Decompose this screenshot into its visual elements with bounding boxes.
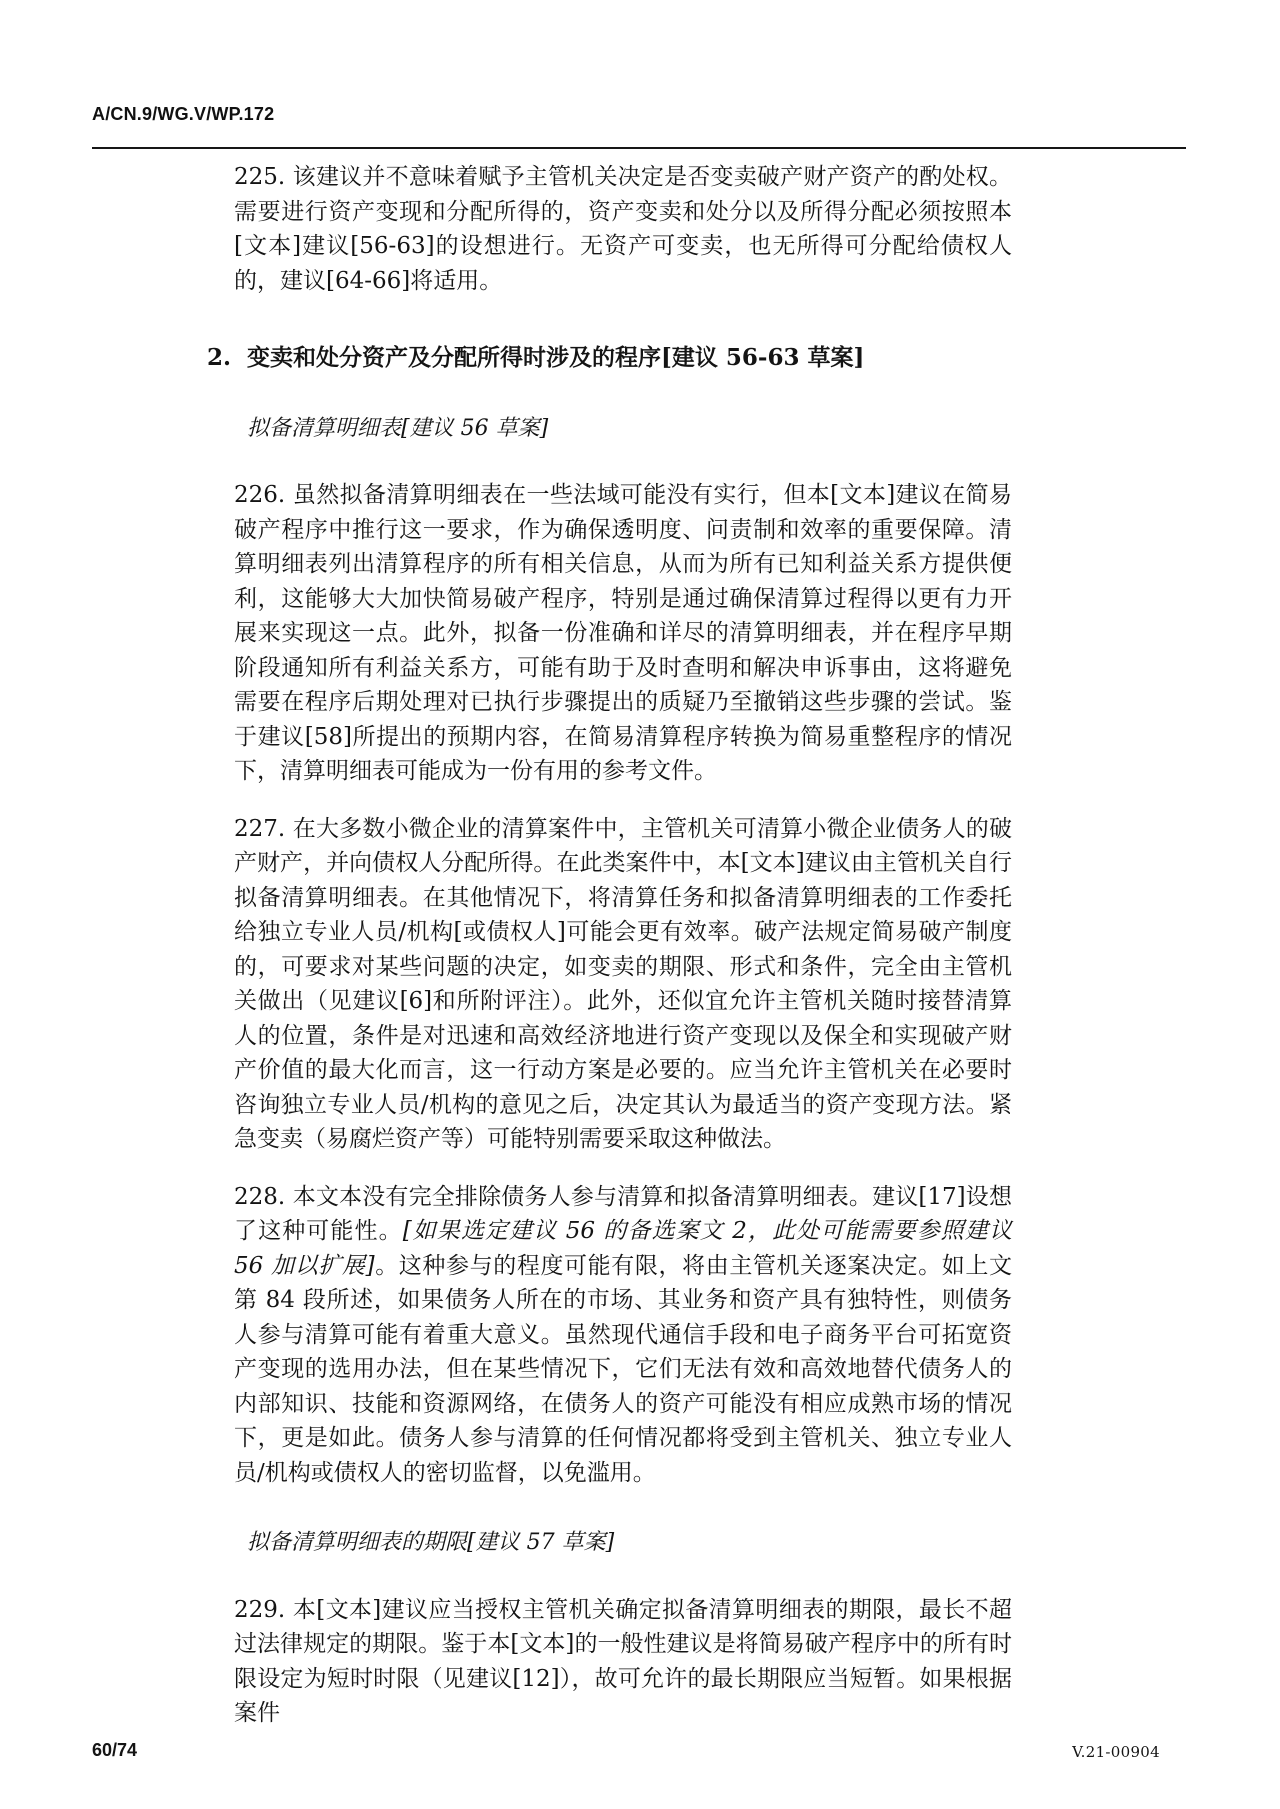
paragraph-229: 229. 本[文本]建议应当授权主管机关确定拟备清算明细表的期限，最长不超过法律规定的期限。鉴于本[文本]的一般性建议是将简易破产程序中的所有时限设定为短时时限（见建议[12]），故可允许的最长期限应当短暂。如果根据案件 <box>234 1596 1012 1726</box>
paragraph-228-bracketed-note: [如果选定建议 56 的备选案文 2，此处可能需要参照建议 56 加以扩展] <box>234 1218 1013 1279</box>
section-heading <box>207 341 1012 376</box>
paragraph-227: 227. 在大多数小微企业的清算案件中，主管机关可清算小微企业债务人的破产财产，并向债权人分配所得。在此类案件中，本[文本]建议由主管机关自行拟备清算明细表。在其他情况下，将清算任务和拟备清算明细表的工作委托给独立专业人员/机构[或债权人]可能会更有效率。破产法规定简易破产制度的，可要求对某些问题的决定，如变卖的期限、形式和条件，完全由主管机关做出（见建议[6]和所附评注）。此外，还似宜允许主管机关随时接替清算人的位置，条件是对迅速和高效经济地进行资产变现以及保全和实现破产财产价值的最大化而言，这一行动方案是必要的。应当允许主管机关在必要时咨询独立专业人员/机构的意见之后，决定其认为最适当的资产变现方法。紧急变卖（易腐烂资产等）可能特别需要采取这种做法。 <box>234 815 1012 1152</box>
subheading-recommendation-57: 拟备清算明细表的期限[建议 57 草案] <box>247 1530 615 1555</box>
page-number: 60/74 <box>92 1740 138 1760</box>
subheading-recommendation-56: 拟备清算明细表[建议 56 草案] <box>247 415 549 441</box>
page-header <box>92 104 1186 149</box>
paragraph-228-text: 228. 本文本没有完全排除债务人参与清算和拟备清算明细表。建议[17]设想了这种可能性。 <box>234 1183 1012 1244</box>
paragraph-228 <box>234 1180 1012 1491</box>
document-body <box>207 160 1013 1754</box>
paragraph-228-text-continued: 。这种参与的程度可能有限，将由主管机关逐案决定。如上文第 84 段所述，如果债务人所在的市场、其业务和资产具有独特性，则债务人参与清算可能有着重大意义。虽然现代通信手段和电子商务平台可拓宽资产变现的选用办法，但在某些情况下，它们无法有效和高效地替代债务人的内部知识、技能和资源网络，在债务人的资产可能没有相应成熟市场的情况下，更是如此。债务人参与清算的任何情况都将受到主管机关、独立专业人员/机构或债权人的密切监督，以免滥用。 <box>234 1252 1012 1486</box>
document-code: V.21-00904 <box>1072 1743 1160 1761</box>
section-heading-number: 2. <box>207 344 232 371</box>
section-heading-title: 变卖和处分资产及分配所得时涉及的程序[建议 56-63 草案] <box>247 344 865 371</box>
document-symbol: A/CN.9/WG.V/WP.172 <box>92 104 275 124</box>
paragraph-225: 225. 该建议并不意味着赋予主管机关决定是否变卖破产财产资产的酌处权。需要进行资产变现和分配所得的，资产变卖和处分以及所得分配必须按照本[文本]建议[56-63]的设想进行。无资产可变卖，也无所得可分配给债权人的，建议[64-66]将适用。 <box>234 164 1012 294</box>
paragraph-226: 226. 虽然拟备清算明细表在一些法域可能没有实行，但本[文本]建议在简易破产程序中推行这一要求，作为确保透明度、问责制和效率的重要保障。清算明细表列出清算程序的所有相关信息，从而为所有已知利益关系方提供便利，这能够大大加快简易破产程序，特别是通过确保清算过程得以更有力开展来实现这一点。此外，拟备一份准确和详尽的清算明细表，并在程序早期阶段通知所有利益关系方，可能有助于及时查明和解决申诉事由，这将避免需要在程序后期处理对已执行步骤提出的质疑乃至撤销这些步骤的尝试。鉴于建议[58]所提出的预期内容，在简易清算程序转换为简易重整程序的情况下，清算明细表可能成为一份有用的参考文件。 <box>234 482 1012 784</box>
